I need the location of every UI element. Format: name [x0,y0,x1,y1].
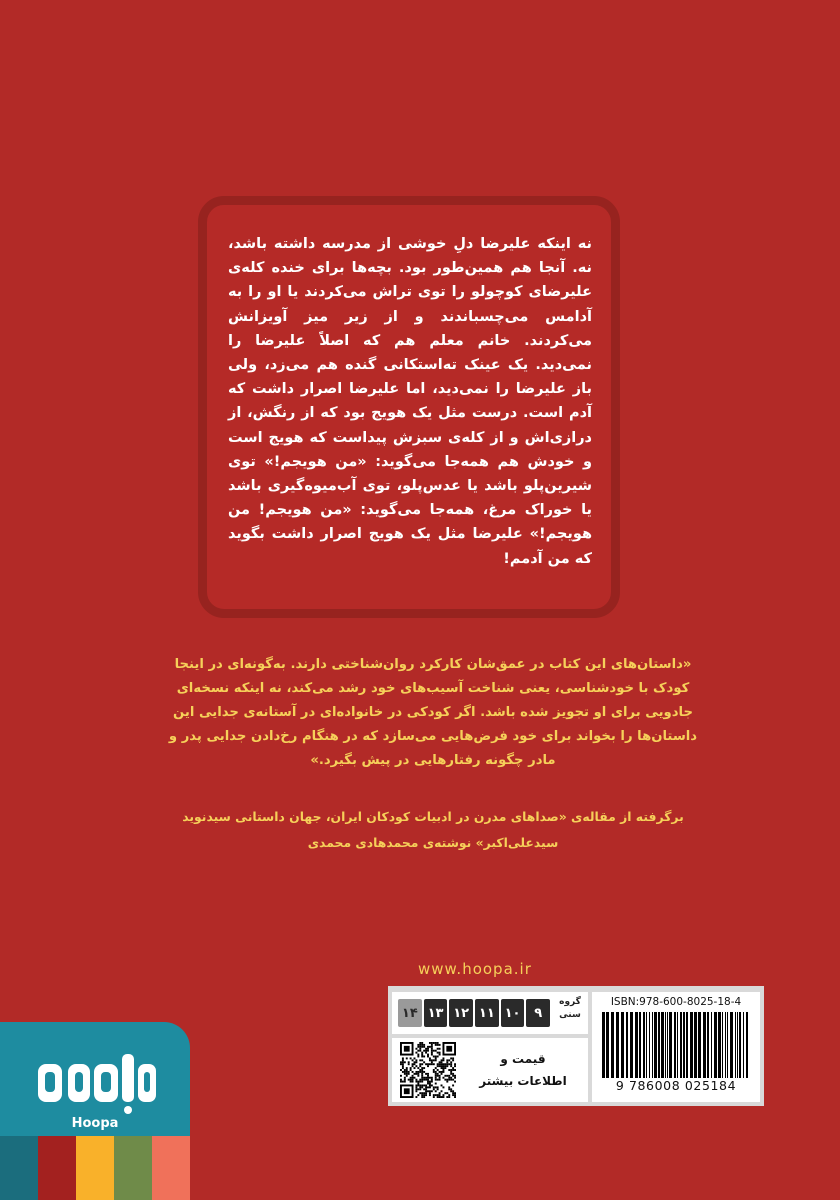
age-group-box [392,992,588,1034]
book-excerpt: نه اینکه علیرضا دلِ خوشی از مدرسه داشته باشد، نه. آنجا هم همین‌طور بود. بچه‌ها برای خنده کله‌ی علیرضای کوچولو را توی تراش می‌کردند یا او را به آدامس می‌چسباندند و از زیر میز آویزانش می‌کردند. خانم معلم هم که اصلاً علیرضا را نمی‌دید. یک عینک ته‌استکانی گنده هم می‌زد، ولی باز علیرضا را نمی‌دید، اما علیرضا اصرار داشت که آدم است. درست مثل یک هویج بود که از رنگش، از درازی‌اش و از کله‌ی سبزش پیداست که هویج است و خودش هم همه‌جا می‌گوید: «من هویجم!» توی شیرین‌پلو باشد یا عدس‌پلو، توی آب‌میوه‌گیری باشد یا خوراک مرغ، همه‌جا می‌گوید: «من هویجم! من هویجم!» علیرضا مثل یک هویج اصرار داشت بگوید که من آدمم! [228,236,592,567]
color-bar [76,1136,114,1200]
qr-label-line-1: قیمت و [500,1052,546,1066]
barcode-box [592,992,760,1102]
color-bar [152,1136,190,1200]
hoopa-logo-icon [30,1046,162,1116]
color-bar [114,1136,152,1200]
isbn-text: ISBN:978-600-8025-18-4 [610,996,742,1008]
age-label-line-1: گروه [559,997,581,1007]
quote-source-line-2: سیدعلی‌اکبر» نوشته‌ی محمدهادی محمدی [307,835,559,850]
quote-source [150,804,716,856]
qr-label-line-2: اطلاعات بیشتر [479,1074,567,1088]
color-bars [0,1136,190,1200]
qr-box[interactable] [392,1038,588,1102]
quote-source-line-1: برگرفته از مقاله‌ی «صداهای مدرن در ادبیات کودکان ایران، جهان داستانی سیدنوید [182,809,684,824]
age-cell: ۱۱ [475,999,499,1027]
age-cell: ۱۴ [398,999,422,1027]
age-cell: ۹ [526,999,550,1027]
critic-quote: «داستان‌های این کتاب در عمق‌شان کارکرد روان‌شناختی دارند. به‌گونه‌ای در اینجا کودک با خودشناسی، یعنی شناخت آسیب‌های خود رشد می‌کند، نه اینکه نسخه‌ای جادویی برای او تجویز شده باشد. اگر کودکی در خانواده‌ای در آستانه‌ی جدایی این داستان‌ها را بخواند برای خود فرض‌هایی می‌سازد که در هنگام رخ‌دادن جدایی پدر و مادر چگونه رفتارهایی در پیش بگیرد.» [168,657,698,768]
barcode-icon [602,1012,750,1078]
qr-code-icon[interactable] [400,1042,456,1098]
publisher-website[interactable]: www.hoopa.ir [418,960,532,978]
age-label-line-2: سنی [559,1010,581,1020]
age-group-label [555,996,585,1022]
age-cell: ۱۲ [449,999,473,1027]
age-cell: ۱۳ [424,999,448,1027]
barcode-digits: 9 786008 025184 [615,1078,737,1093]
logo-caption: Hoopa [71,1116,119,1131]
age-strip [398,999,550,1027]
qr-label [468,1048,578,1092]
color-bar [38,1136,76,1200]
age-cell: ۱۰ [501,999,525,1027]
color-bar [0,1136,38,1200]
